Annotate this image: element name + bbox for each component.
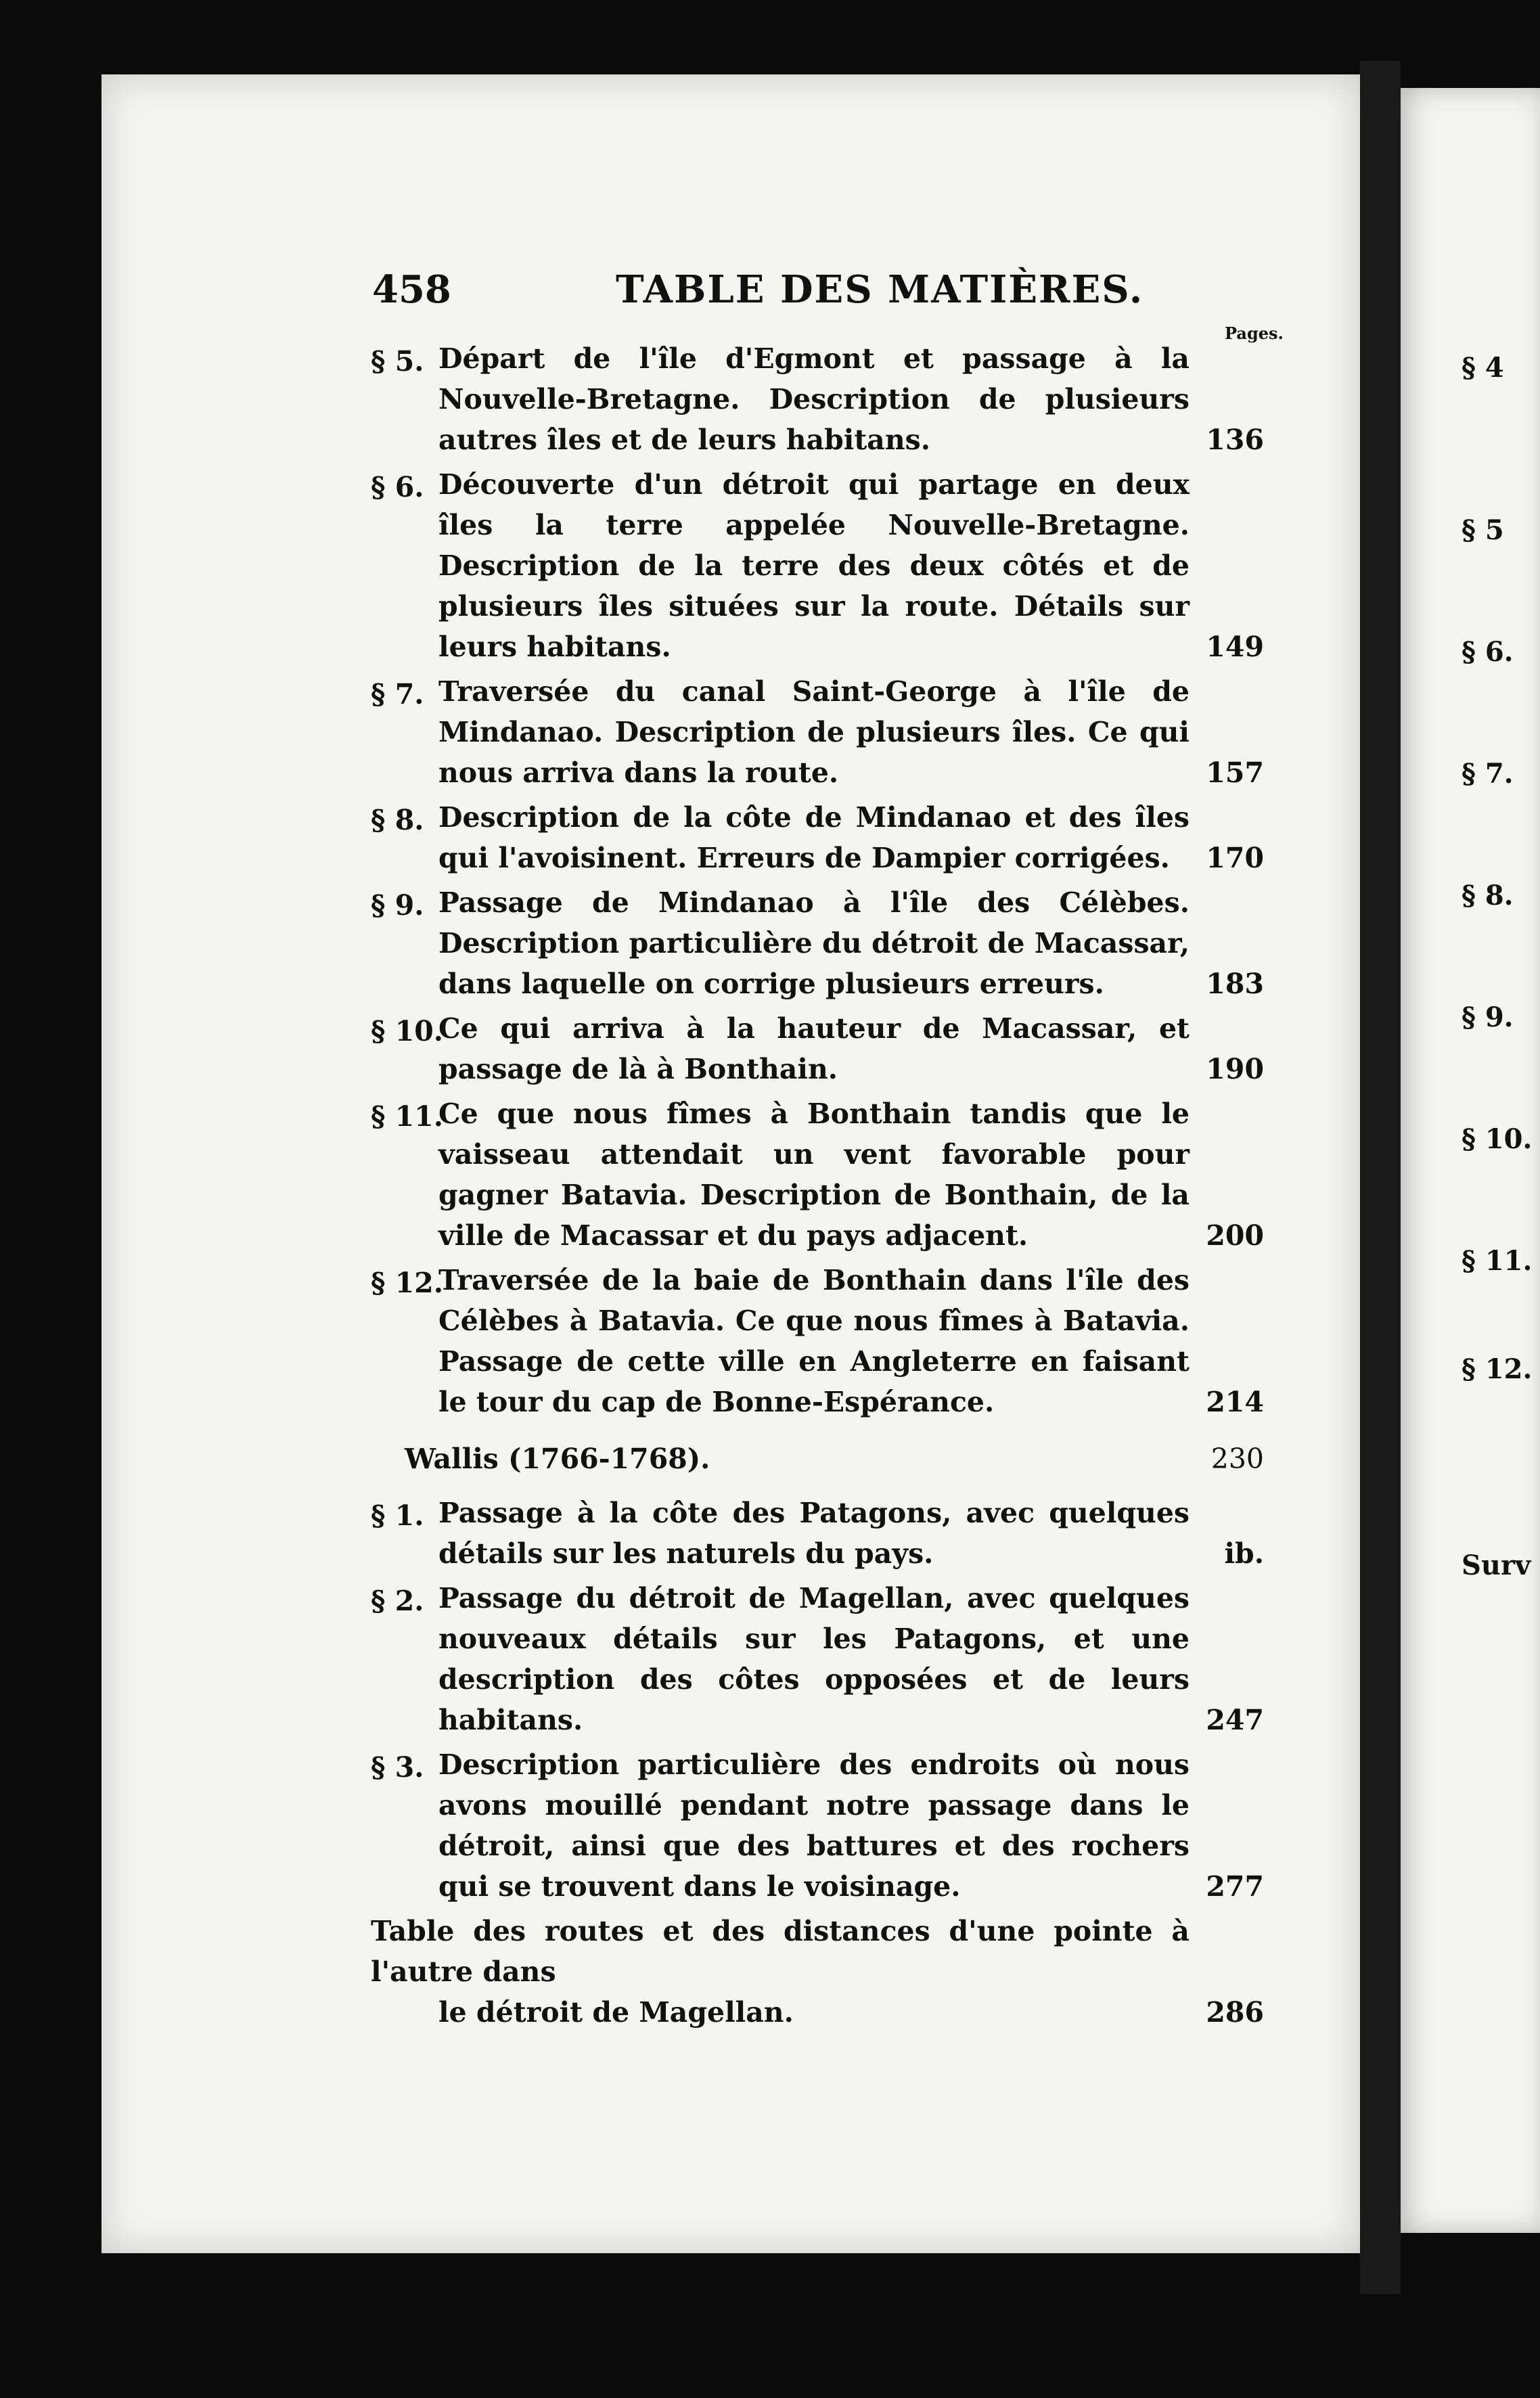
section-number: § 12.: [371, 1267, 444, 1299]
chapter-title: Wallis (1766-1768).: [405, 1443, 710, 1475]
book-spine: [1360, 61, 1401, 2294]
entry-page: 183: [1206, 968, 1264, 1000]
entry-text: Ce qui arriva à la hauteur de Macassar, et passage de là à Bonthain.: [438, 1012, 1190, 1085]
toc-entry-table: [371, 1911, 1264, 2033]
entry-page: 190: [1206, 1053, 1264, 1085]
entry-page: 200: [1206, 1219, 1264, 1252]
toc-entry: [371, 464, 1264, 667]
page-header: [372, 267, 1265, 321]
entry-page: 286: [1206, 1996, 1264, 2029]
table-of-contents: [371, 338, 1264, 2037]
section-number: § 10.: [371, 1015, 444, 1047]
pages-column-label: Pages.: [1225, 323, 1284, 343]
toc-entry: [371, 671, 1264, 793]
toc-section-b: [371, 1493, 1264, 1907]
page-number: 458: [372, 267, 451, 312]
entry-page: 170: [1206, 842, 1264, 874]
right-page-fragment: § 12.: [1462, 1353, 1533, 1385]
entry-page: 157: [1206, 756, 1264, 789]
section-number: § 1.: [371, 1499, 424, 1532]
section-number: § 11.: [371, 1100, 444, 1133]
right-page-fragment: § 9.: [1462, 1001, 1514, 1033]
toc-section-a: [371, 338, 1264, 1422]
toc-entry: [371, 797, 1264, 878]
toc-entry: [371, 882, 1264, 1004]
right-page-fragment: § 5: [1462, 514, 1504, 546]
section-number: § 9.: [371, 889, 424, 922]
entry-text: Description de la côte de Mindanao et des îles qui l'avoisinent. Erreurs de Dampier corrigées.: [438, 801, 1190, 874]
toc-entry: [371, 1008, 1264, 1089]
toc-entry: [371, 1260, 1264, 1422]
entry-page: 136: [1206, 424, 1264, 456]
entry-text: Passage du détroit de Magellan, avec quelques nouveaux détails sur les Patagons, et une description des côtes opposées et de leurs habitans.: [438, 1582, 1190, 1736]
page-title: TABLE DES MATIÈRES.: [616, 267, 1144, 312]
toc-entry: [371, 1493, 1264, 1574]
chapter-page: 230: [1210, 1443, 1264, 1475]
toc-entry: [371, 1578, 1264, 1740]
toc-entry: [371, 338, 1264, 460]
entry-text-second: le détroit de Magellan.: [438, 1996, 794, 2029]
entry-page: 149: [1206, 631, 1264, 663]
entry-page: 247: [1206, 1704, 1264, 1736]
toc-entry: [371, 1093, 1264, 1256]
section-number: § 3.: [371, 1751, 424, 1784]
entry-page: ib.: [1224, 1537, 1264, 1570]
right-page: [1401, 88, 1540, 2233]
toc-chapter-wallis: [371, 1439, 1264, 1479]
right-page-fragment: Surv: [1462, 1549, 1531, 1581]
entry-text: Traversée du canal Saint-George à l'île de Mindanao. Description de plusieurs îles. Ce qui nous arriva dans la route.: [438, 675, 1190, 789]
entry-text: Traversée de la baie de Bonthain dans l'île des Célèbes à Batavia. Ce que nous fîmes à Batavia. Passage de cette ville en Angleterre en faisant le tour du cap de Bonne-Espérance.: [438, 1264, 1190, 1418]
right-page-fragment: § 4: [1462, 352, 1504, 384]
section-number: § 5.: [371, 345, 424, 378]
section-number: § 6.: [371, 471, 424, 503]
entry-page: 277: [1206, 1870, 1264, 1903]
right-page-fragment: § 11.: [1462, 1245, 1533, 1277]
right-page-fragment: § 7.: [1462, 758, 1514, 790]
right-page-fragment: § 10.: [1462, 1123, 1533, 1155]
right-page-fragment: § 8.: [1462, 880, 1514, 911]
entry-text: Passage à la côte des Patagons, avec quelques détails sur les naturels du pays.: [438, 1497, 1190, 1570]
entry-text: Description particulière des endroits où nous avons mouillé pendant notre passage dans le détroit, ainsi que des battures et des rochers qui se trouvent dans le voisinage.: [438, 1748, 1190, 1903]
section-number: § 8.: [371, 804, 424, 836]
entry-text: Ce que nous fîmes à Bonthain tandis que le vaisseau attendait un vent favorable pour gagner Batavia. Description de Bonthain, de la ville de Macassar et du pays adjacent.: [438, 1098, 1190, 1252]
section-number: § 7.: [371, 678, 424, 710]
entry-text: Départ de l'île d'Egmont et passage à la Nouvelle-Bretagne. Description de plusieurs autres îles et de leurs habitans.: [438, 342, 1190, 456]
entry-text-first: Table des routes et des distances d'une pointe à l'autre dans: [371, 1915, 1190, 1988]
section-number: § 2.: [371, 1585, 424, 1617]
entry-text: Passage de Mindanao à l'île des Célèbes. Description particulière du détroit de Macassar, dans laquelle on corrige plusieurs erreurs.: [438, 886, 1190, 1000]
entry-page: 214: [1206, 1386, 1264, 1418]
right-page-fragment: § 6.: [1462, 636, 1514, 668]
entry-text: Découverte d'un détroit qui partage en deux îles la terre appelée Nouvelle-Bretagne. Description de la terre des deux côtés et de plusieurs îles situées sur la route. Détails sur leurs habitans.: [438, 468, 1190, 663]
toc-entry: [371, 1744, 1264, 1907]
